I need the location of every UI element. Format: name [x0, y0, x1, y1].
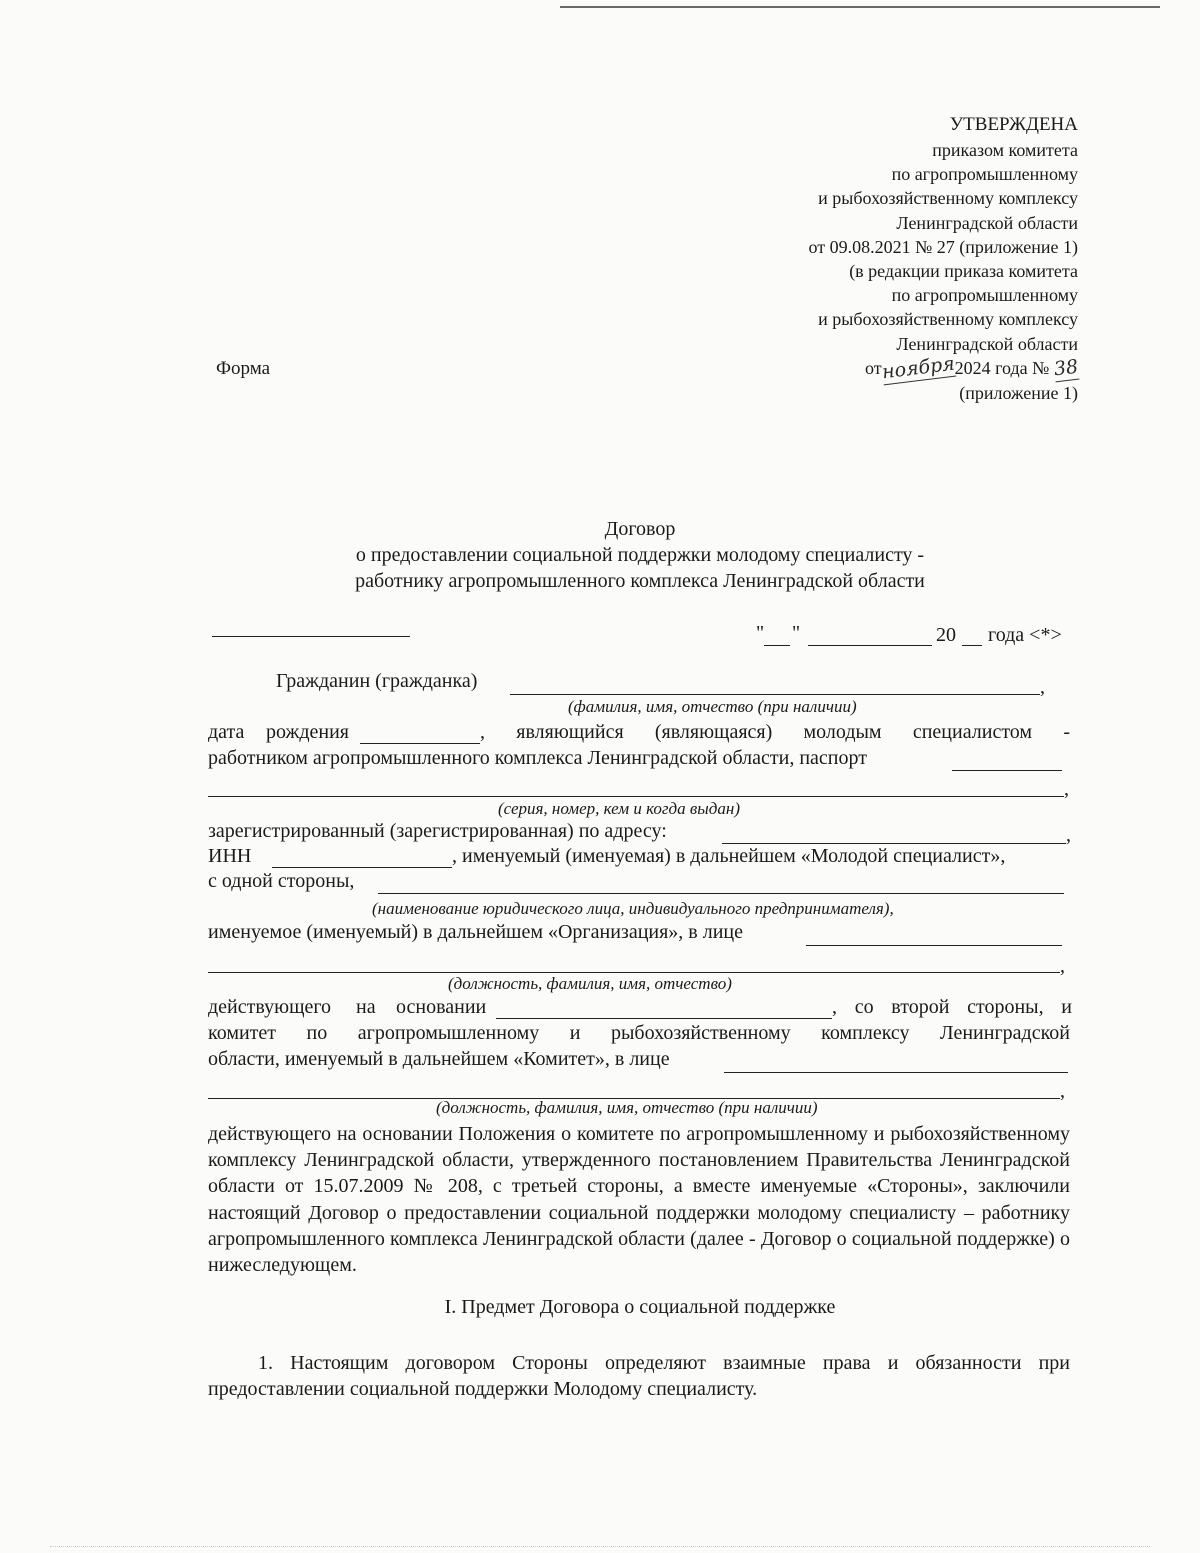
committee-named: области, именуемый в дальнейшем «Комитет», в лице — [208, 1048, 670, 1070]
month-blank — [808, 645, 932, 646]
form-label: Форма — [216, 358, 271, 379]
passport-blank-2 — [208, 796, 1064, 797]
comma: , — [1060, 1080, 1065, 1102]
approval-date-suffix: 2024 года № — [954, 357, 1050, 378]
approval-line: и рыбохозяйственному комплексу — [818, 309, 1078, 330]
handwritten-month: ноября — [880, 351, 955, 385]
second-side: , со второй стороны, и — [832, 996, 1072, 1018]
worker-line: работником агропромышленного комплекса Ленинградской области, паспорт — [208, 747, 867, 769]
registered-label: зарегистрированный (зарегистрированная) по адресу: — [208, 820, 667, 842]
comma: , — [1060, 955, 1065, 977]
birthdate-blank — [360, 743, 480, 744]
approval-line: по агропромышленному — [891, 164, 1078, 185]
committee-person-blank-1 — [724, 1072, 1068, 1073]
day-blank — [764, 645, 790, 646]
acting-word-2: на — [356, 996, 376, 1018]
scan-bottom-edge — [50, 1546, 1150, 1547]
year-prefix: 20 — [936, 624, 956, 646]
caption-passport: (серия, номер, кем и когда выдан) — [498, 799, 740, 818]
org-named-label: именуемое (именуемый) в дальнейшем «Организация», в лице — [208, 921, 744, 943]
title-line-3: работнику агропромышленного комплекса Ленинградской области — [355, 570, 925, 592]
caption-fio: (фамилия, имя, отчество (при наличии) — [568, 697, 857, 716]
place-blank — [212, 636, 410, 637]
handwritten-number: 38 — [1052, 354, 1079, 382]
approval-line: от 09.08.2021 № 27 (приложение 1) — [808, 236, 1078, 257]
section-1-title: I. Предмет Договора о социальной поддержке — [444, 1296, 836, 1318]
approval-appendix: (приложение 1) — [959, 383, 1078, 404]
approval-line: Ленинградской области — [896, 333, 1078, 354]
title-line-1: Договор — [604, 518, 676, 540]
approval-line: по агропромышленному — [891, 285, 1078, 306]
citizen-blank — [510, 694, 1040, 695]
year-suffix: года <*> — [988, 624, 1062, 646]
address-blank — [722, 843, 1066, 844]
approval-date-line — [658, 352, 1080, 384]
acting-paragraph: действующего на основании Положения о комитете по агропромышленному и рыбохозяйственному комплексу Ленинградской области, утвержденного постановлением Правительства Ленинградской области от 15.07.2009 № 208, с третьей стороны, а вместе именуемые «Стороны», заключили настоящий Договор о предоставлении социальной поддержки молодому специалисту – работнику агропромышленного комплекса Ленинградской области (далее - Договор о социальной поддержке) о нижеследующем. — [208, 1123, 1070, 1277]
acting-word-3: основании — [396, 996, 487, 1018]
birth-word-1: дата — [208, 721, 245, 743]
basis-blank — [496, 1018, 832, 1019]
passport-blank-1 — [952, 770, 1062, 771]
approval-line: (в редакции приказа комитета — [849, 261, 1078, 282]
acting-word-1: действующего — [208, 996, 332, 1018]
inn-label: ИНН — [208, 845, 252, 867]
approval-line: Ленинградской области — [896, 212, 1078, 233]
date-quote-open: " — [756, 622, 765, 644]
comma: , — [1040, 676, 1045, 698]
approval-line: и рыбохозяйственному комплексу — [818, 188, 1078, 209]
caption-position: (должность, фамилия, имя, отчество) — [448, 974, 732, 993]
inn-rest: , именуемый (именуемая) в дальнейшем «Молодой специалист», — [452, 845, 1006, 867]
birth-rest: , являющийся (являющаяся) молодым специалистом - — [480, 721, 1070, 743]
year-blank — [962, 645, 982, 646]
approval-head: УТВЕРЖДЕНА — [949, 114, 1078, 135]
comma: , — [1066, 824, 1071, 846]
approval-date-prefix: от — [865, 357, 882, 378]
section-1-paragraph-1: 1. Настоящим договором Стороны определяют взаимные права и обязанности при предоставлении социальной поддержки Молодому специалисту. — [208, 1352, 1070, 1401]
scan-top-edge — [560, 6, 1160, 8]
organization-blank — [378, 893, 1064, 894]
approval-block — [658, 112, 1078, 405]
date-quote-close: " — [792, 622, 801, 644]
one-side-label: с одной стороны, — [208, 870, 355, 892]
comma: , — [1064, 778, 1069, 800]
document-title — [200, 516, 1080, 594]
caption-position-2: (должность, фамилия, имя, отчество (при наличии) — [436, 1098, 818, 1117]
birth-word-2: рождения — [266, 721, 349, 743]
title-line-2: о предоставлении социальной поддержки молодому специалисту - — [355, 544, 925, 566]
citizen-label: Гражданин (гражданка) — [276, 670, 478, 692]
caption-org: (наименование юридического лица, индивидуального предпринимателя), — [372, 899, 894, 918]
org-person-blank-1 — [806, 945, 1062, 946]
committee-line: комитет по агропромышленному и рыбохозяйственному комплексу Ленинградской — [208, 1022, 1070, 1044]
approval-line: приказом комитета — [932, 140, 1078, 160]
inn-blank — [272, 867, 452, 868]
org-person-blank-2 — [208, 972, 1060, 973]
